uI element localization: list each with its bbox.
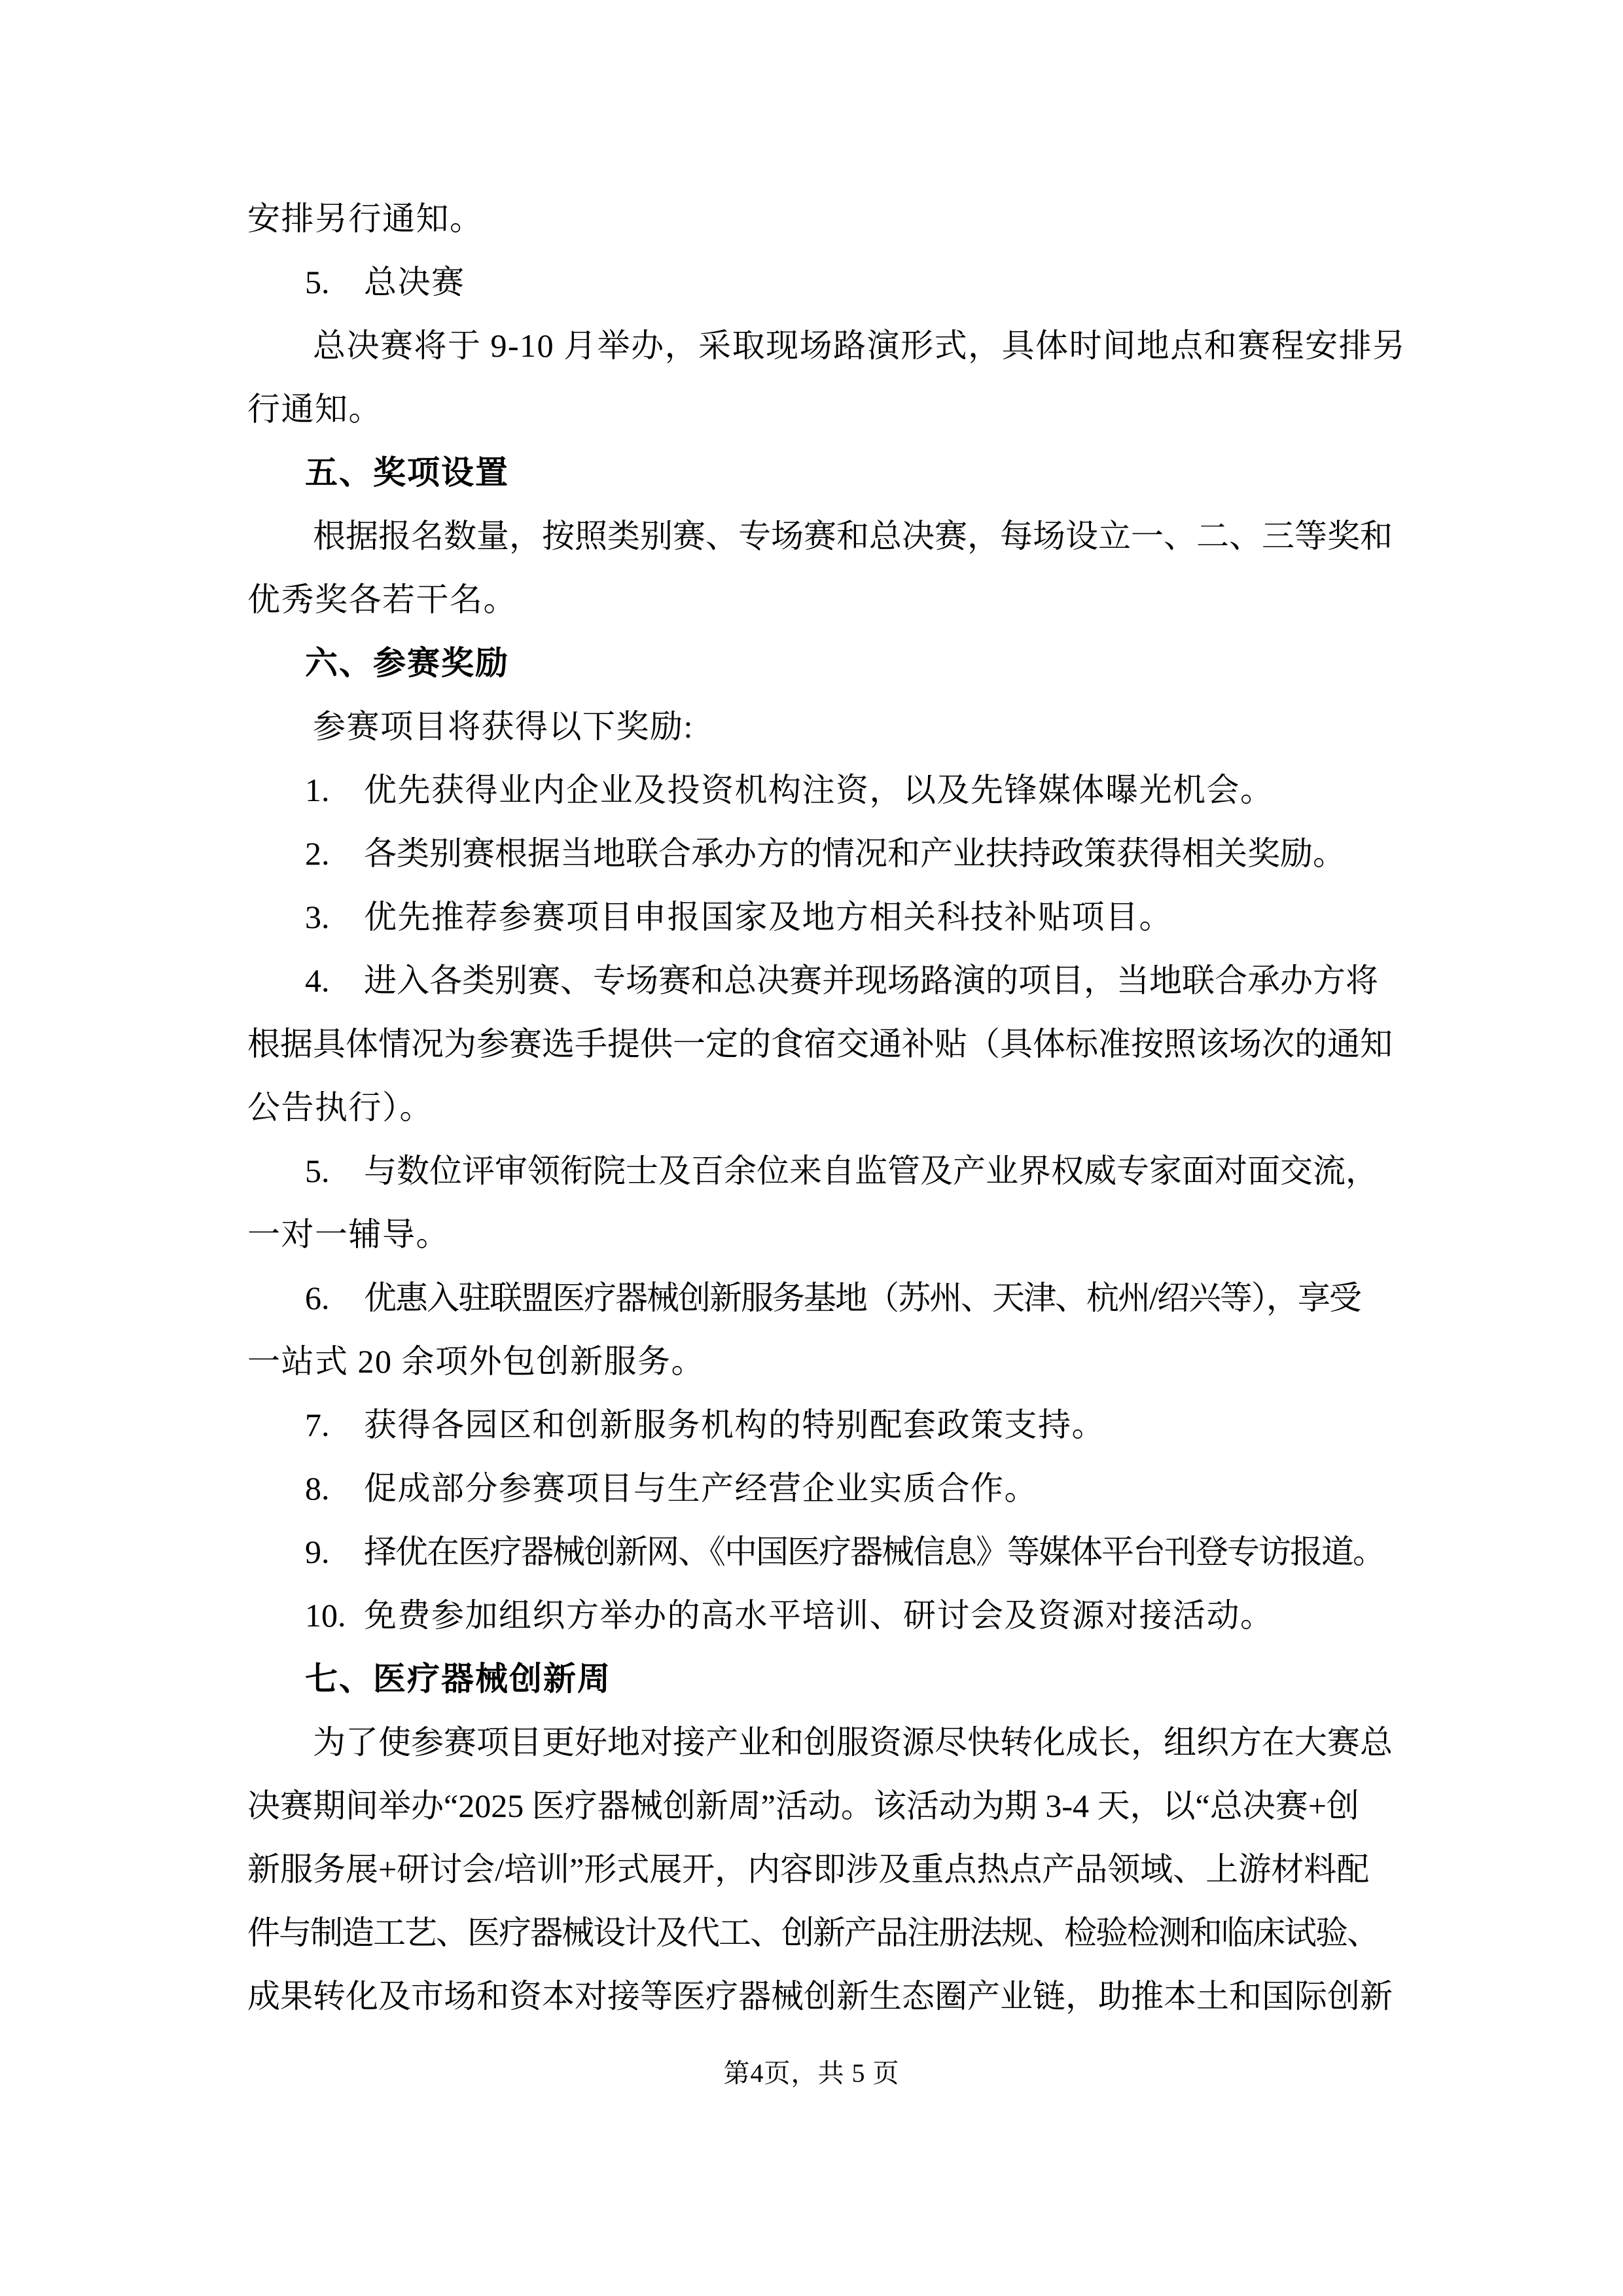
list-number: 2. [305,835,330,872]
paragraph-line: 成果转化及市场和资本对接等医疗器械创新生态圈产业链，助推本土和国际创新 [247,1978,1393,2015]
list-number: 7. [305,1407,330,1443]
paragraph-line: 新服务展+研讨会/培训”形式展开，内容即涉及重点热点产品领域、上游材料配 [247,1851,1370,1888]
list-item-line [247,1520,1399,1584]
paragraph-line: 优秀奖各若干名。 [247,581,517,618]
list-number: 4. [305,962,330,999]
list-item-line [247,886,1399,949]
paragraph-line: 根据具体情况为参赛选手提供一定的食宿交通补贴（具体标准按照该场次的通知 [247,1026,1393,1062]
paragraph-line: 根据报名数量，按照类别赛、专场赛和总决赛，每场设立一、二、三等奖和 [313,518,1393,554]
list-item-line [247,1584,1399,1647]
paragraph-line: 行通知。 [247,391,382,427]
list-item-line [247,1139,1399,1203]
list-text: 促成部分参赛项目与生产经营企业实质合作。 [364,1470,1038,1507]
list-number: 10. [305,1597,346,1634]
list-text: 获得各园区和创新服务机构的特别配套政策支持。 [364,1407,1105,1443]
list-text: 优惠入驻联盟医疗器械创新服务基地（苏州、天津、杭州/绍兴等），享受 [364,1280,1361,1316]
paragraph-line: 件与制造工艺、医疗器械设计及代工、创新产品注册法规、检验检测和临床试验、 [247,1914,1378,1951]
list-text: 择优在医疗器械创新网、《中国医疗器械信息》等媒体平台刊登专访报道。 [364,1534,1384,1570]
list-item-line [247,949,1399,1013]
list-item-line [247,1266,1399,1330]
list-text: 进入各类别赛、专场赛和总决赛并现场路演的项目，当地联合承办方将 [364,962,1378,999]
list-item-line [247,822,1399,886]
list-text: 免费参加组织方举办的高水平培训、研讨会及资源对接活动。 [364,1597,1274,1634]
list-number: 5. [305,1153,330,1189]
paragraph-line: 决赛期间举办“2025 医疗器械创新周”活动。该活动为期 3-4 天，以“总决赛+创 [247,1787,1359,1824]
paragraph-line: 总决赛将于 9-10 月举办，采取现场路演形式，具体时间地点和赛程安排另 [313,327,1406,364]
list-text: 优先获得业内企业及投资机构注资，以及先锋媒体曝光机会。 [364,772,1274,808]
section-heading: 六、参赛奖励 [305,644,509,682]
list-number: 5. [305,264,330,300]
section-heading: 五、奖项设置 [305,454,509,492]
section-heading: 七、医疗器械创新周 [305,1660,611,1698]
list-text: 总决赛 [364,264,465,300]
paragraph-line: 为了使参赛项目更好地对接产业和创服资源尽快转化成长，组织方在大赛总 [313,1724,1393,1761]
list-item-line [247,759,1399,822]
list-item-line [247,251,1399,314]
page-number-text: 第4页，共 5 页 [723,2058,900,2088]
paragraph-line: 公告执行）。 [247,1089,433,1126]
list-text: 与数位评审领衔院士及百余位来自监管及产业界权威专家面对面交流， [364,1153,1378,1189]
list-item-line [247,1457,1399,1520]
list-number: 3. [305,899,330,935]
paragraph-line: 安排另行通知。 [247,200,484,237]
list-text: 优先推荐参赛项目申报国家及地方相关科技补贴项目。 [364,899,1173,935]
list-number: 6. [305,1280,330,1316]
document-body [247,187,1406,2028]
list-number: 1. [305,772,330,808]
paragraph-line: 参赛项目将获得以下奖励: [313,708,694,745]
list-text: 各类别赛根据当地联合承办方的情况和产业扶持政策获得相关奖励。 [364,835,1346,872]
paragraph-line: 一站式 20 余项外包创新服务。 [247,1343,705,1380]
list-number: 9. [305,1534,330,1570]
list-number: 8. [305,1470,330,1507]
list-item-line [247,1393,1399,1457]
paragraph-line: 一对一辅导。 [247,1216,450,1253]
page-footer [0,2054,1623,2093]
